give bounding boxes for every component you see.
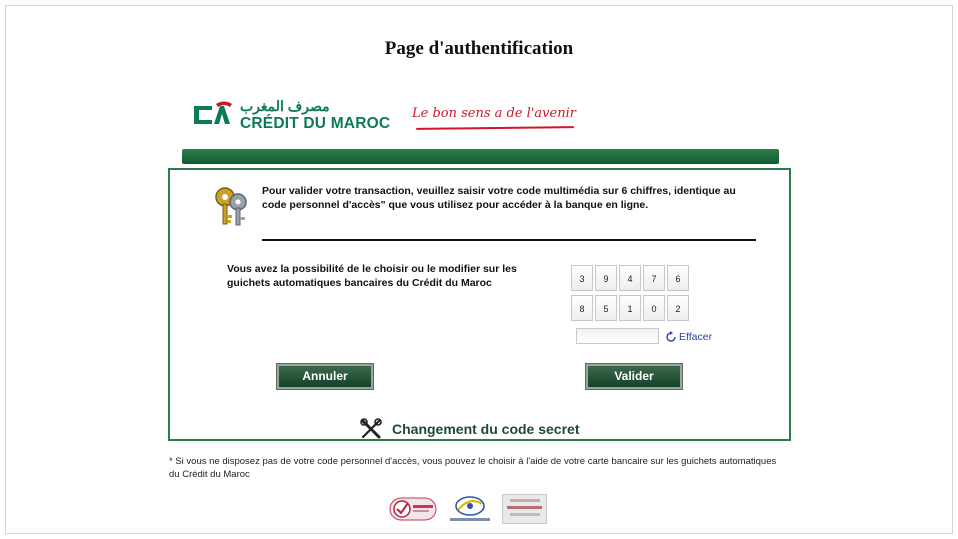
keypad-key[interactable]: 4 [619, 265, 641, 291]
footnote: * Si vous ne disposez pas de votre code personnel d'accès, vous pouvez le choisir à l'aide de votre carte bancaire sur les guichets automatiques du Crédit du Maroc [169, 456, 777, 480]
change-code-label: Changement du code secret [392, 421, 580, 437]
divider [262, 239, 756, 241]
maroc-telecommerce-badge [442, 494, 498, 524]
verified-by-visa-badge [389, 494, 437, 524]
cancel-button[interactable]: Annuler [277, 364, 373, 389]
code-input[interactable] [576, 328, 659, 344]
keys-icon [212, 185, 252, 227]
header-bar [182, 149, 779, 164]
keypad-key[interactable]: 6 [667, 265, 689, 291]
clear-label: Effacer [679, 331, 713, 343]
bank-name: CRÉDIT DU MAROC [240, 115, 391, 132]
keypad-key[interactable]: 0 [643, 295, 665, 321]
keypad-key[interactable]: 1 [619, 295, 641, 321]
refresh-icon [665, 331, 677, 343]
change-code-link[interactable] [360, 418, 580, 440]
keypad-key[interactable]: 8 [571, 295, 593, 321]
info-text: Vous avez la possibilité de le choisir ou le modifier sur les guichets automatiques bancaires du Crédit du Maroc [227, 263, 517, 289]
tools-icon [360, 418, 382, 440]
keypad-key[interactable]: 3 [571, 265, 593, 291]
bank-logo [190, 98, 405, 138]
credit-agricole-logo-icon [190, 100, 234, 130]
keypad-key[interactable]: 7 [643, 265, 665, 291]
clear-link[interactable] [665, 329, 712, 345]
intro-text: Pour valider votre transaction, veuillez saisir votre code multimédia sur 6 chiffres, identique au code personnel d'accès" que vous utilisez pour accéder à la banque en ligne. [262, 185, 736, 211]
page-title: Page d'authentification [384, 38, 574, 59]
bank-name-arabic: مصرف المغرب [240, 98, 330, 114]
centre-monetique-badge [502, 494, 547, 524]
keypad-key[interactable]: 5 [595, 295, 617, 321]
keypad-key[interactable]: 2 [667, 295, 689, 321]
keypad-key[interactable]: 9 [595, 265, 617, 291]
bank-slogan: Le bon sens a de l'avenir [412, 106, 576, 121]
validate-button[interactable]: Valider [586, 364, 682, 389]
